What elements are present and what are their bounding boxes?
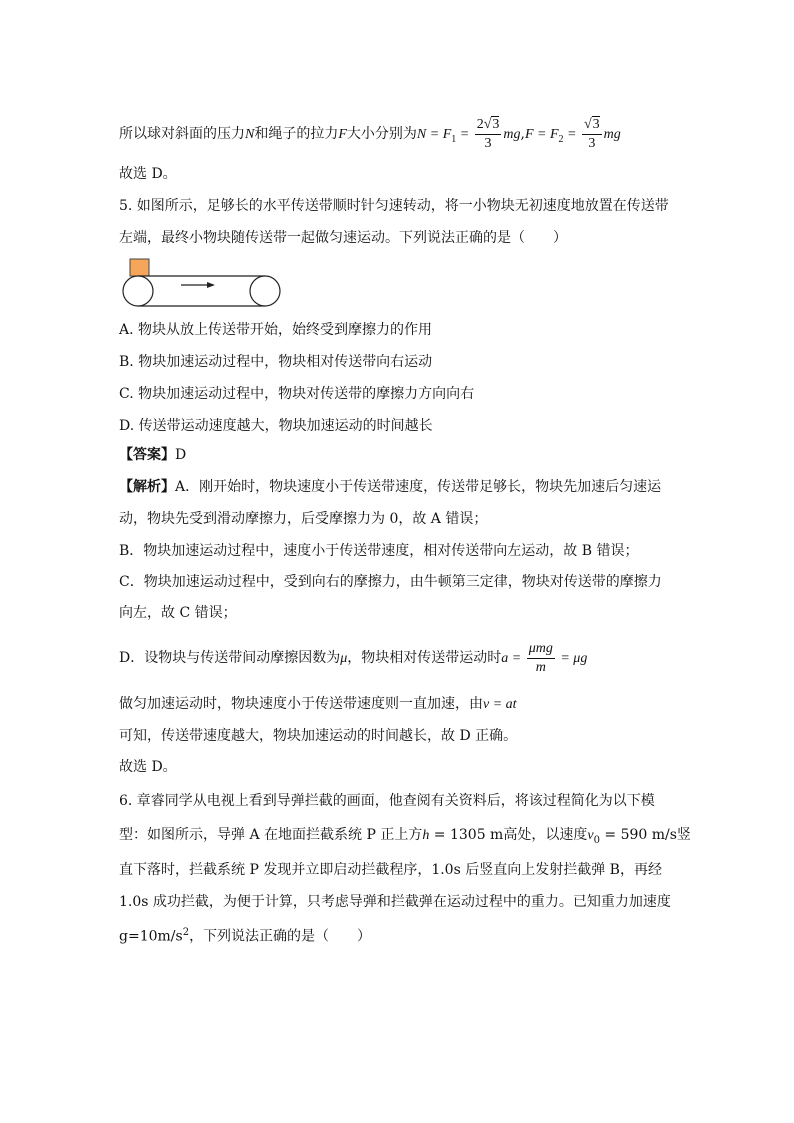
analysis-d-line3: 可知，传送带速度越大，物块加速运动的时间越长，故 D 正确。 [119, 728, 518, 744]
analysis-c-line1: C．物块加速运动过程中，受到向右的摩擦力，由牛顿第三定律，物块对传送带的摩擦力 [119, 574, 662, 590]
analysis-a-line2: 动，物块先受到滑动摩擦力，后受摩擦力为 0，故 A 错误； [119, 511, 488, 527]
text: 做匀加速运动时，物块速度小于传送带速度则一直加速，由 [119, 696, 483, 712]
height-value: = 1305 m [429, 827, 504, 843]
block [130, 259, 149, 276]
superscript: 2 [182, 927, 190, 938]
answer-line [119, 445, 186, 465]
symbol-F: F [338, 127, 347, 142]
analysis-d-line2 [119, 694, 517, 715]
analysis-c-line2: 向左，故 C 错误； [119, 605, 237, 621]
text: 高处，以速度 [503, 827, 588, 843]
equation-N: $N = F_1$ = $\frac{2√3}{3}$ mg [416, 117, 521, 152]
left-roller [123, 276, 153, 306]
answer-value: D [175, 447, 187, 463]
q6-stem-line3: 直下落时，拦截系统 P 发现并立即启动拦截程序，1.0s 后竖直向上发射拦截弹 B，再经 [119, 862, 662, 878]
text: 竖 [676, 827, 691, 843]
text: D．设物块与传送带间动摩擦因数为 [119, 650, 341, 666]
right-roller [250, 276, 280, 306]
analysis-d-line1 [119, 638, 587, 678]
text: 型：如图所示，导弹 A 在地面拦截系统 P 正上方 [119, 827, 423, 843]
fraction: $\frac{\text{μmg}}{m}$ [528, 641, 553, 676]
q5-option-b: B. 物块加速运动过程中，物块相对传送带向右运动 [119, 354, 433, 370]
equation-F: $F = F_2$ = $\frac{√3}{3}$ mg [524, 117, 621, 152]
final-answer: 故选 D。 [119, 759, 177, 775]
line-forces-result: 所以球对斜面的压力N和绳子的拉力F大小分别为$N = F_1$ = $\frac{2√3}{3}$ $mg,F = F_2$ = $\frac{√3}{3}$ mg [119, 117, 621, 152]
q5-option-c: C. 物块加速运动过程中，物块对传送带的摩擦力方向向右 [119, 386, 475, 402]
answer-tag: 【答案】 [119, 447, 175, 463]
q6-stem-line2 [119, 825, 691, 851]
text: 所以球对斜面的压力 [119, 126, 245, 142]
arrow-head-icon [207, 282, 215, 288]
symbol-h: h [422, 828, 430, 843]
equation-v: v = at [483, 697, 517, 712]
q6-stem-line5 [119, 923, 371, 947]
analysis-tag: 【解析】 [119, 479, 175, 495]
symbol-mu: μ [340, 651, 348, 666]
subscript: 0 [593, 834, 600, 846]
fraction: $\frac{√3}{3}$ [583, 117, 600, 152]
q5-option-a: A. 物块从放上传送带开始，始终受到摩擦力的作用 [119, 322, 433, 338]
text: 大小分别为 [346, 126, 417, 142]
analysis-a-line1 [119, 477, 661, 497]
text: g=10m/s [119, 928, 183, 945]
symbol-v0: v [587, 828, 594, 843]
q5-stem-line1: 5. 如图所示，足够长的水平传送带顺时针匀速转动，将一小物块无初速度地放置在传送带 [119, 198, 669, 214]
conveyor-belt-figure [118, 255, 284, 311]
q6-stem-line4: 1.0s 成功拦截，为便于计算，只考虑导弹和拦截弹在运动过程中的重力。已知重力加速度 [119, 894, 671, 910]
conclusion-line: 故选 D。 [119, 166, 177, 182]
symbol-N: N [245, 127, 255, 142]
text: ，物块相对传送带运动时 [347, 650, 502, 666]
analysis-b: B．物块加速运动过程中，速度小于传送带速度，相对传送带向左运动，故 B 错误； [119, 543, 639, 559]
equation-a: a = $\frac{\text{μmg}}{m}$ = μg [501, 641, 588, 676]
text: ，下列说法正确的是（ ） [189, 928, 372, 945]
velocity-value: = 590 m/s [599, 827, 677, 843]
text: 和绳子的拉力 [254, 126, 339, 142]
q5-stem-line2: 左端，最终小物块随传送带一起做匀速运动。下列说法正确的是（ ） [119, 230, 567, 246]
fraction: $\frac{2√3}{3}$ [476, 117, 500, 152]
text: A．刚开始时，物块速度小于传送带速度，传送带足够长，物块先加速后匀速运 [175, 479, 662, 495]
q5-option-d: D. 传送带运动速度越大，物块加速运动的时间越长 [119, 418, 433, 434]
q6-stem-line1: 6. 章睿同学从电视上看到导弹拦截的画面，他查阅有关资料后，将该过程简化为以下模 [119, 793, 655, 809]
